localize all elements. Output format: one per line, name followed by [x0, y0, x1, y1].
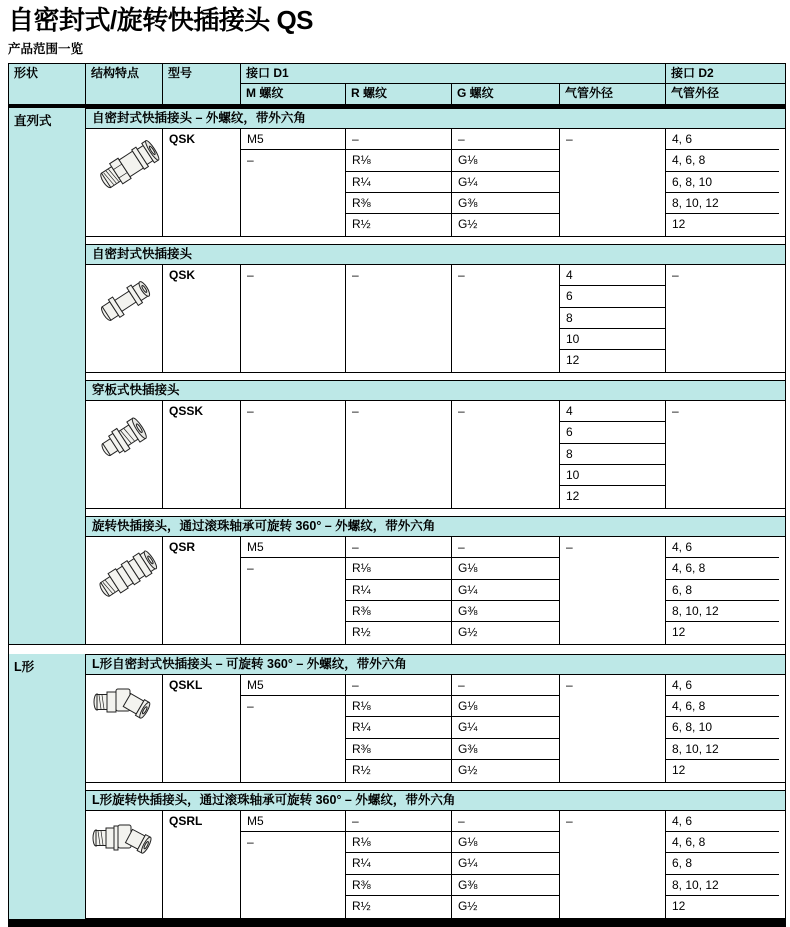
m-thread-cell: M5 — [241, 675, 346, 696]
d2-tube-od-cell: 4, 6, 8 — [666, 832, 779, 853]
product-group — [86, 654, 785, 783]
d2-tube-od-cell: 12 — [672, 217, 686, 232]
m-thread-cell: – — [241, 265, 346, 372]
r-thread-cell: R⅜ — [346, 601, 452, 622]
d2-tube-od-cell: 4, 6 — [666, 129, 779, 150]
group-gap — [86, 509, 785, 516]
d2-tube-od-cell: – — [672, 403, 679, 418]
r-thread-cell: – — [346, 129, 452, 150]
product-image-straight-rotary — [86, 537, 163, 644]
g-thread-cell: G½ — [452, 214, 560, 235]
r-thread-cell: R⅜ — [346, 739, 452, 760]
g-thread-cell: G⅛ — [452, 832, 560, 853]
table-body — [9, 108, 785, 919]
model-cell: QSK — [163, 129, 241, 236]
r-thread-cell: R⅛ — [346, 696, 452, 717]
product-group — [86, 516, 785, 645]
header-d2-tube-od: 气管外径 — [671, 85, 720, 100]
page-title: 自密封式/旋转快插接头 QS — [8, 5, 314, 35]
model-cell: QSSK — [163, 401, 241, 508]
g-thread-cell: G⅛ — [452, 696, 560, 717]
d1-tube-od-cell: 8 — [560, 308, 666, 329]
group-gap — [86, 237, 785, 244]
m-thread-cell: – — [241, 401, 346, 508]
product-image-elbow — [86, 675, 163, 782]
group-grid — [86, 129, 785, 237]
product-image-bulkhead — [86, 401, 163, 508]
header-connection-d1: 接口 D1 — [241, 64, 666, 84]
header-features: 结构特点 — [86, 64, 163, 104]
d1-tube-od-cell: 4 — [560, 401, 666, 422]
shape-column-cell — [9, 108, 86, 645]
r-thread-cell: R½ — [346, 214, 452, 235]
group-title: 穿板式快插接头 — [86, 380, 785, 401]
r-thread-cell: – — [346, 265, 452, 372]
group-title: L形旋转快插接头，通过滚珠轴承可旋转 360° – 外螺纹，带外六角 — [86, 790, 785, 811]
group-grid — [86, 401, 785, 509]
r-thread-cell: R¼ — [346, 853, 452, 874]
g-thread-cell: G½ — [452, 760, 560, 781]
d2-tube-od-cell: 12 — [672, 899, 686, 914]
r-thread-cell: R¼ — [346, 580, 452, 601]
model-cell: QSKL — [163, 675, 241, 782]
m-thread-cell: – — [241, 150, 346, 236]
g-thread-cell: – — [452, 675, 560, 696]
group-grid — [86, 811, 785, 919]
d2-tube-od-cell: 6, 8 — [666, 853, 779, 874]
product-range-table — [8, 63, 786, 927]
g-thread-cell: G¼ — [452, 172, 560, 193]
product-image-straight-cartridge — [86, 265, 163, 372]
d2-tube-od-cell: 4, 6, 8 — [666, 696, 779, 717]
section-content — [86, 654, 785, 919]
g-thread-cell: – — [452, 537, 560, 558]
d1-tube-od-cell: 6 — [560, 422, 666, 443]
m-thread-cell: M5 — [241, 537, 346, 558]
d1-tube-od-cell: 4 — [560, 265, 666, 286]
shape-section — [9, 654, 785, 919]
group-grid — [86, 265, 785, 373]
shape-label: L形 — [14, 659, 35, 674]
header-shape: 形状 — [9, 64, 86, 104]
header-d1-tube-od: 气管外径 — [560, 84, 666, 104]
g-thread-cell: – — [452, 401, 560, 508]
group-title: 自密封式快插接头 — [86, 244, 785, 265]
m-thread-cell: M5 — [241, 129, 346, 150]
section-gap — [9, 645, 785, 654]
product-group — [86, 790, 785, 919]
product-group — [86, 380, 785, 509]
m-thread-cell: – — [241, 832, 346, 918]
model-cell: QSR — [163, 537, 241, 644]
section-content — [86, 108, 785, 645]
g-thread-cell: G⅜ — [452, 193, 560, 214]
g-thread-cell: G⅛ — [452, 558, 560, 579]
g-thread-cell: G½ — [452, 896, 560, 917]
d1-tube-od-cell: – — [560, 537, 666, 644]
page-subtitle: 产品范围一览 — [8, 41, 84, 56]
group-title: 自密封式快插接头 – 外螺纹，带外六角 — [86, 108, 785, 129]
g-thread-cell: G¼ — [452, 853, 560, 874]
d1-tube-od-cell: 12 — [560, 486, 666, 507]
r-thread-cell: – — [346, 537, 452, 558]
group-title: 旋转快插接头，通过滚珠轴承可旋转 360° – 外螺纹，带外六角 — [86, 516, 785, 537]
header-r-thread: R 螺纹 — [346, 84, 452, 104]
d1-tube-od-cell: – — [560, 811, 666, 918]
header-connection-d2: 接口 D2 — [666, 64, 785, 84]
d1-tube-od-cell: 6 — [560, 286, 666, 307]
r-thread-cell: R½ — [346, 622, 452, 643]
d1-tube-od-cell: – — [560, 675, 666, 782]
d2-tube-od-cell: 6, 8 — [666, 580, 779, 601]
m-thread-cell: – — [241, 696, 346, 782]
r-thread-cell: R⅜ — [346, 875, 452, 896]
d2-tube-od-cell: – — [672, 267, 679, 282]
group-gap — [86, 373, 785, 380]
d1-tube-od-cell: 8 — [560, 444, 666, 465]
r-thread-cell: R⅛ — [346, 558, 452, 579]
d2-tube-od-cell: 8, 10, 12 — [666, 601, 779, 622]
g-thread-cell: G⅜ — [452, 601, 560, 622]
shape-column-cell — [9, 654, 86, 919]
g-thread-cell: G¼ — [452, 717, 560, 738]
header-m-thread: M 螺纹 — [241, 84, 346, 104]
group-grid — [86, 537, 785, 645]
d2-tube-od-cell: 6, 8, 10 — [666, 717, 779, 738]
d2-tube-od-cell: 4, 6, 8 — [666, 150, 779, 171]
group-grid — [86, 675, 785, 783]
g-thread-cell: – — [452, 265, 560, 372]
d1-tube-od-cell: 10 — [560, 329, 666, 350]
r-thread-cell: – — [346, 811, 452, 832]
g-thread-cell: G¼ — [452, 580, 560, 601]
r-thread-cell: – — [346, 675, 452, 696]
d1-tube-od-cell: 12 — [560, 350, 666, 371]
d1-tube-od-cell: 10 — [560, 465, 666, 486]
d2-tube-od-cell: 8, 10, 12 — [666, 875, 779, 896]
d2-tube-od-cell: 8, 10, 12 — [666, 193, 779, 214]
d2-tube-od-cell: 8, 10, 12 — [666, 739, 779, 760]
group-gap — [86, 783, 785, 790]
r-thread-cell: R½ — [346, 760, 452, 781]
product-image-elbow-rotary — [86, 811, 163, 918]
header-model: 型号 — [163, 64, 241, 104]
r-thread-cell: R¼ — [346, 717, 452, 738]
r-thread-cell: R⅜ — [346, 193, 452, 214]
g-thread-cell: G⅜ — [452, 739, 560, 760]
r-thread-cell: R½ — [346, 896, 452, 917]
d2-tube-od-cell: 12 — [672, 763, 686, 778]
r-thread-cell: R⅛ — [346, 150, 452, 171]
r-thread-cell: R⅛ — [346, 832, 452, 853]
group-title: L形自密封式快插接头 – 可旋转 360° – 外螺纹，带外六角 — [86, 654, 785, 675]
g-thread-cell: – — [452, 811, 560, 832]
g-thread-cell: G⅜ — [452, 875, 560, 896]
d2-tube-od-cell: 4, 6 — [666, 811, 779, 832]
shape-label: 直列式 — [14, 113, 52, 128]
product-image-straight-threaded — [86, 129, 163, 236]
g-thread-cell: G⅛ — [452, 150, 560, 171]
table-bottom-rule — [9, 919, 785, 927]
model-cell: QSRL — [163, 811, 241, 918]
r-thread-cell: R¼ — [346, 172, 452, 193]
d2-tube-od-cell: 12 — [672, 625, 686, 640]
header-g-thread: G 螺纹 — [452, 84, 560, 104]
table-header — [9, 63, 785, 104]
d2-tube-od-cell: 4, 6 — [666, 675, 779, 696]
d1-tube-od-cell: – — [560, 129, 666, 236]
g-thread-cell: – — [452, 129, 560, 150]
product-group — [86, 244, 785, 373]
g-thread-cell: G½ — [452, 622, 560, 643]
d2-tube-od-cell: 4, 6 — [666, 537, 779, 558]
d2-tube-od-cell: 6, 8, 10 — [666, 172, 779, 193]
product-group — [86, 108, 785, 237]
m-thread-cell: M5 — [241, 811, 346, 832]
r-thread-cell: – — [346, 401, 452, 508]
model-cell: QSK — [163, 265, 241, 372]
m-thread-cell: – — [241, 558, 346, 644]
d2-tube-od-cell: 4, 6, 8 — [666, 558, 779, 579]
shape-section — [9, 108, 785, 645]
